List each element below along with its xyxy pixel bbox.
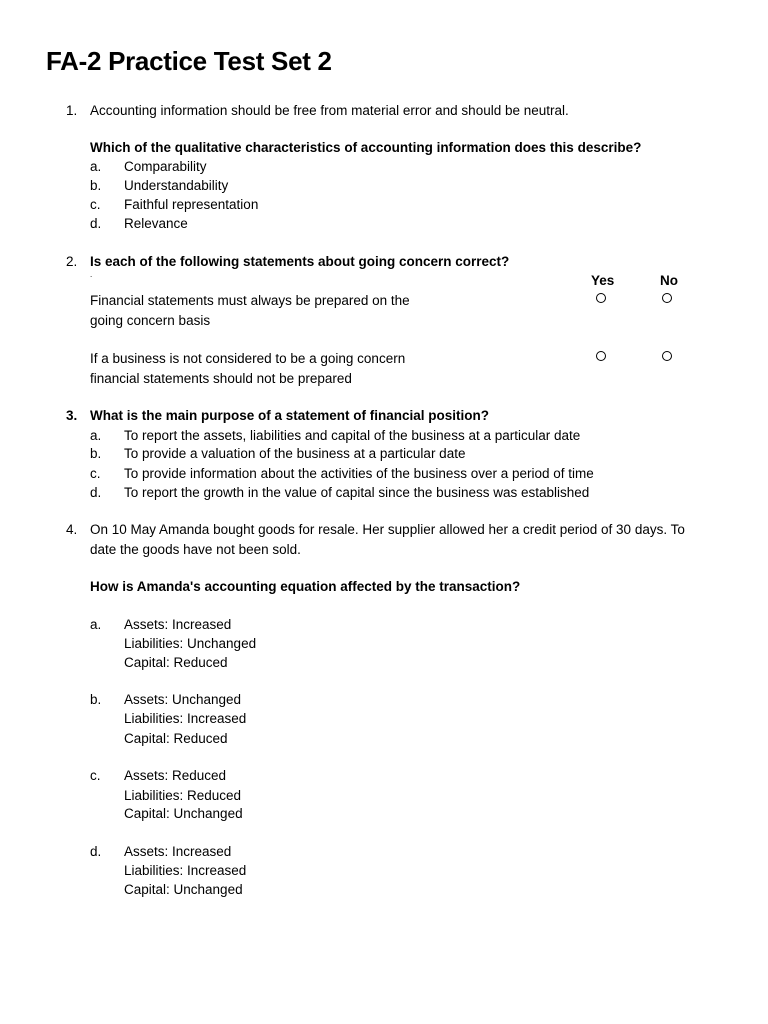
option-text[interactable]: Relevance bbox=[124, 216, 188, 231]
option-text[interactable]: To provide information about the activities of the business over a period of time bbox=[124, 466, 594, 481]
question-number: 4. bbox=[66, 522, 78, 537]
statement-text: If a business is not considered to be a going concern bbox=[90, 351, 406, 366]
option-text[interactable]: Faithful representation bbox=[124, 197, 259, 212]
option-letter: b. bbox=[90, 178, 102, 193]
option-capital[interactable]: Capital: Reduced bbox=[124, 731, 228, 746]
statement-2-no-radio[interactable] bbox=[662, 351, 672, 361]
statement-text: going concern basis bbox=[90, 313, 211, 328]
option-liabilities[interactable]: Liabilities: Reduced bbox=[124, 788, 242, 803]
question-prompt: How is Amanda's accounting equation affected by the transaction? bbox=[90, 579, 521, 594]
option-letter: a. bbox=[90, 428, 102, 443]
option-assets[interactable]: Assets: Increased bbox=[124, 617, 232, 632]
statement-2-yes-radio[interactable] bbox=[596, 351, 606, 361]
statement-text: Financial statements must always be prepared on the bbox=[90, 293, 410, 308]
option-liabilities[interactable]: Liabilities: Increased bbox=[124, 863, 247, 878]
question-prompt: What is the main purpose of a statement of financial position? bbox=[90, 408, 490, 423]
option-letter: d. bbox=[90, 485, 102, 500]
option-letter: a. bbox=[90, 617, 102, 632]
option-assets[interactable]: Assets: Unchanged bbox=[124, 692, 242, 707]
option-letter: c. bbox=[90, 768, 101, 783]
question-prompt: Which of the qualitative characteristics of accounting information does this describe? bbox=[90, 140, 642, 155]
stray-dot: . bbox=[90, 270, 93, 279]
option-letter: b. bbox=[90, 692, 102, 707]
statement-1-yes-radio[interactable] bbox=[596, 293, 606, 303]
option-text[interactable]: To provide a valuation of the business at a particular date bbox=[124, 446, 466, 461]
statement-text: financial statements should not be prepared bbox=[90, 371, 352, 386]
option-letter: d. bbox=[90, 844, 102, 859]
option-capital[interactable]: Capital: Reduced bbox=[124, 655, 228, 670]
option-text[interactable]: Understandability bbox=[124, 178, 229, 193]
question-number: 2. bbox=[66, 254, 78, 269]
question-number: 3. bbox=[66, 408, 78, 423]
option-assets[interactable]: Assets: Reduced bbox=[124, 768, 227, 783]
question-number: 1. bbox=[66, 103, 78, 118]
page-title: FA-2 Practice Test Set 2 bbox=[46, 46, 332, 76]
option-capital[interactable]: Capital: Unchanged bbox=[124, 882, 243, 897]
no-column-header: No bbox=[660, 273, 678, 288]
question-stem: Accounting information should be free from material error and should be neutral. bbox=[90, 103, 569, 118]
yes-column-header: Yes bbox=[591, 273, 615, 288]
option-assets[interactable]: Assets: Increased bbox=[124, 844, 232, 859]
statement-1-no-radio[interactable] bbox=[662, 293, 672, 303]
question-stem: date the goods have not been sold. bbox=[90, 542, 301, 557]
option-text[interactable]: Comparability bbox=[124, 159, 207, 174]
option-letter: c. bbox=[90, 197, 101, 212]
option-text[interactable]: To report the growth in the value of capital since the business was established bbox=[124, 485, 590, 500]
option-liabilities[interactable]: Liabilities: Unchanged bbox=[124, 636, 257, 651]
question-prompt: Is each of the following statements about going concern correct? bbox=[90, 254, 510, 269]
question-stem: On 10 May Amanda bought goods for resale. Her supplier allowed her a credit period of 30 days. To bbox=[90, 522, 685, 537]
option-letter: d. bbox=[90, 216, 102, 231]
option-letter: a. bbox=[90, 159, 102, 174]
option-liabilities[interactable]: Liabilities: Increased bbox=[124, 711, 247, 726]
option-capital[interactable]: Capital: Unchanged bbox=[124, 806, 243, 821]
option-letter: b. bbox=[90, 446, 102, 461]
option-text[interactable]: To report the assets, liabilities and capital of the business at a particular date bbox=[124, 428, 581, 443]
option-letter: c. bbox=[90, 466, 101, 481]
